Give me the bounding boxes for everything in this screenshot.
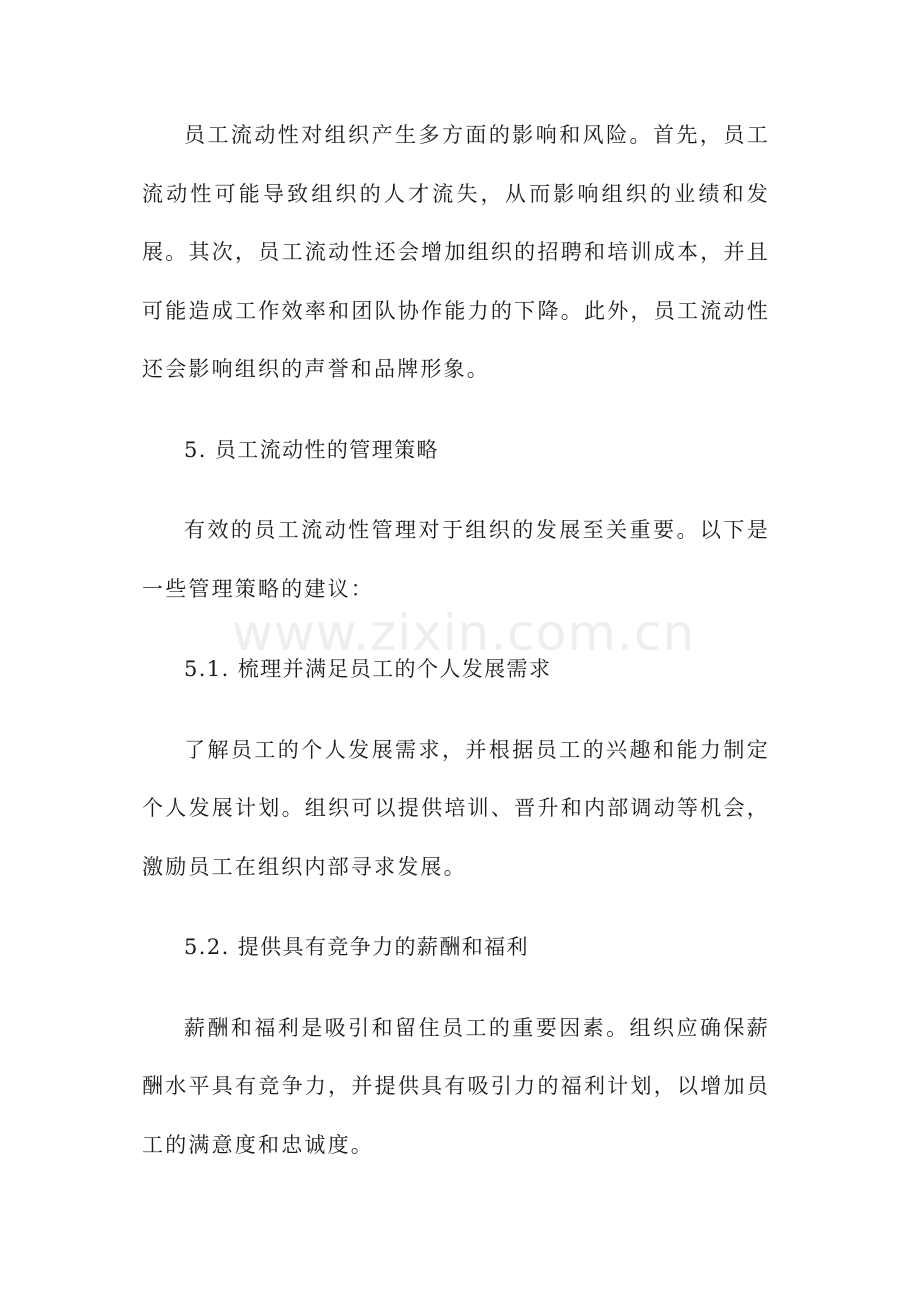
watermark-text: www.zixin.com.cn	[232, 604, 696, 662]
heading-section-5-2: 5.2. 提供具有竞争力的薪酬和福利	[184, 935, 529, 959]
spacer	[142, 479, 770, 501]
spacer	[142, 896, 770, 918]
document-body	[142, 106, 770, 1174]
spacer	[142, 699, 770, 721]
paragraph-compensation-benefits: 薪酬和福利是吸引和留住员工的重要因素。组织应确保薪酬水平具有竞争力，并提供具有吸引力的福利计划，以增加员工的满意度和忠诚度。	[142, 1015, 770, 1157]
heading-section-5-1: 5.1. 梳理并满足员工的个人发展需求	[184, 657, 552, 681]
heading-section-5: 5. 员工流动性的管理策略	[184, 437, 439, 462]
spacer	[142, 618, 770, 640]
paragraph-personal-development: 了解员工的个人发展需求，并根据员工的兴趣和能力制定个人发展计划。组织可以提供培训、晋升和内部调动等机会，激励员工在组织内部寻求发展。	[142, 737, 770, 879]
paragraph-impact-risks: 员工流动性对组织产生多方面的影响和风险。首先，员工流动性可能导致组织的人才流失，从而影响组织的业绩和发展。其次，员工流动性还会增加组织的招聘和培训成本，并且可能造成工作效率和团队协作能力的下降。此外，员工流动性还会影响组织的声誉和品牌形象。	[142, 123, 770, 381]
spacer	[142, 977, 770, 999]
spacer	[142, 399, 770, 421]
paragraph-management-intro: 有效的员工流动性管理对于组织的发展至关重要。以下是一些管理策略的建议：	[142, 518, 770, 601]
